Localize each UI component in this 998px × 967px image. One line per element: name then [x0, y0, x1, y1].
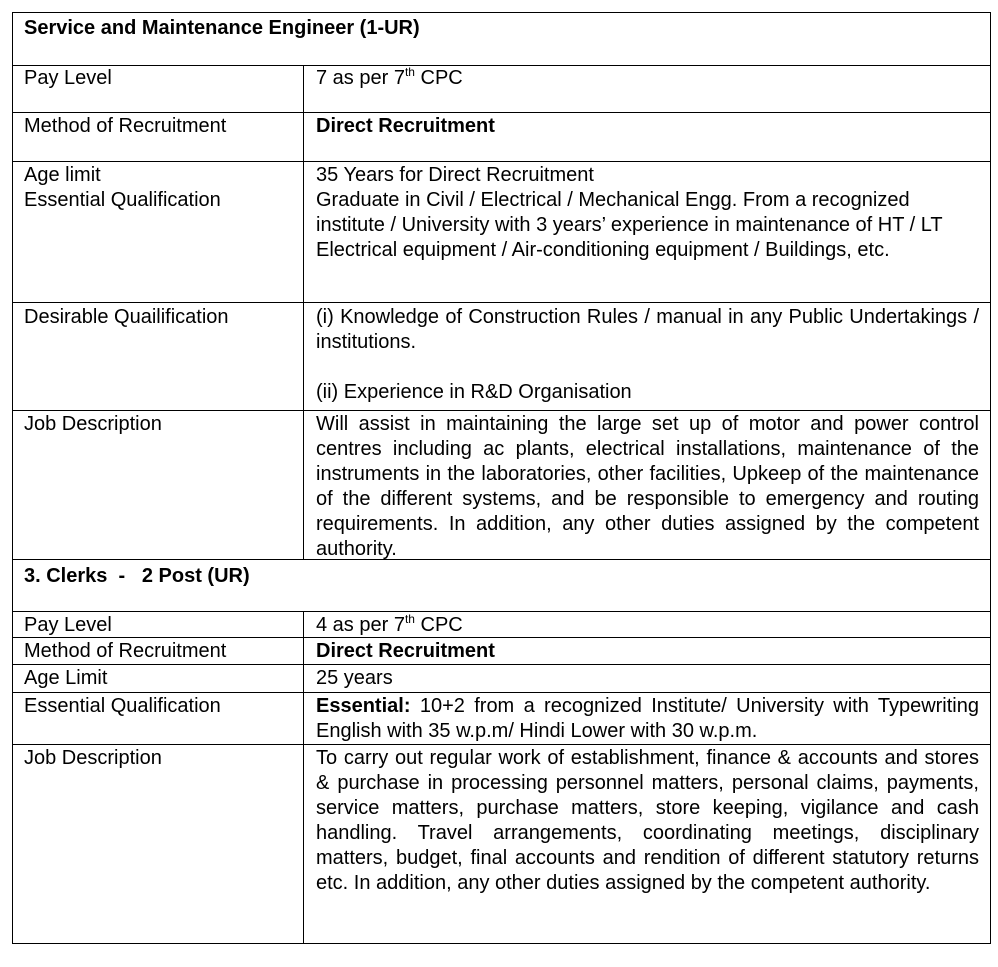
s1-desirable-label: Desirable Quailification [24, 306, 229, 328]
s1-job-row [12, 410, 991, 559]
s2-pay-level-label: Pay Level [24, 614, 112, 636]
s2-job-label: Job Description [24, 747, 162, 769]
s1-pay-level-label: Pay Level [24, 67, 112, 89]
s1-age-row [12, 161, 991, 187]
s1-desirable-item-2: (ii) Experience in R&D Organisation [316, 381, 632, 403]
s2-method-row [12, 637, 991, 664]
s2-age-value: 25 years [303, 665, 990, 692]
s1-job-value: Will assist in maintaining the large set up of motor and power control centres including ac plants, electrical installations, maintenance of the instruments in the laboratories, other facilities, Upkeep of the maintenance of the different systems, and be responsible to emergency and routing requirements. In addition, any other duties assigned by the competent authority. [303, 411, 990, 559]
s1-job-label: Job Description [24, 413, 162, 435]
s1-method-label: Method of Recruitment [24, 115, 227, 137]
s1-essential-label: Essential Qualification [24, 189, 221, 211]
s1-pay-level-value [303, 66, 990, 112]
s2-essential-label: Essential Qualification [24, 695, 221, 717]
s1-method-value: Direct Recruitment [303, 113, 990, 161]
s1-essential-value: Graduate in Civil / Electrical / Mechanical Engg. From a recognized institute / University with 3 years’ experience in maintenance of HT / LT Electrical equipment / Air-conditioning equipment / Buildings, etc. [303, 187, 990, 302]
s1-age-label: Age limit [24, 164, 101, 186]
s2-job-value: To carry out regular work of establishment, finance & accounts and stores & purchase in processing personnel matters, personal claims, payments, service matters, purchase matters, store keeping, vigilance and cash handling. Travel arrangements, coordinating meetings, disciplinary matters, budget, final accounts and rendition of different statutory returns etc. In addition, any other duties assigned by the competent authority. [303, 745, 990, 943]
section2-heading-row [12, 559, 991, 611]
s2-method-label: Method of Recruitment [24, 640, 227, 662]
s2-job-row [12, 744, 991, 944]
s2-method-value: Direct Recruitment [303, 638, 990, 664]
s2-essential-row [12, 692, 996, 744]
s2-pay-level-value [303, 612, 990, 637]
s1-pay-level-sup: th [404, 65, 415, 79]
s2-essential-text: 10+2 from a recognized Institute/ University with Typewriting English with 35 w.p.m/ Hindi Lower with 30 w.p.m. [316, 695, 996, 742]
s2-essential-bold: Essential: [316, 695, 411, 717]
s2-pay-level-row [12, 611, 991, 637]
section2-title-text: 3. Clerks - 2 Post (UR) [24, 565, 250, 587]
section2-title [24, 564, 250, 589]
s2-age-label: Age Limit [24, 667, 108, 689]
s1-method-row [12, 112, 991, 161]
s1-essential-row [12, 187, 991, 302]
s1-desirable-item-1: (i) Knowledge of Construction Rules / manual in any Public Undertakings / institutions. [316, 306, 979, 353]
section1-heading-row [12, 12, 991, 65]
s1-pay-level-text: 7 as per 7 [316, 67, 405, 89]
s2-essential-value [303, 693, 996, 744]
s2-pay-level-text: 4 as per 7 [316, 614, 405, 636]
s1-pay-level-suffix: CPC [414, 67, 463, 89]
section1-title: Service and Maintenance Engineer (1-UR) [24, 17, 420, 39]
s1-desirable-value [303, 303, 990, 410]
s2-age-row [12, 664, 991, 692]
s1-desirable-row [12, 302, 991, 410]
s1-age-value: 35 Years for Direct Recruitment [303, 162, 990, 187]
s2-pay-level-sup: th [404, 612, 415, 626]
s2-pay-level-suffix: CPC [414, 614, 463, 636]
s1-pay-level-row [12, 65, 991, 112]
